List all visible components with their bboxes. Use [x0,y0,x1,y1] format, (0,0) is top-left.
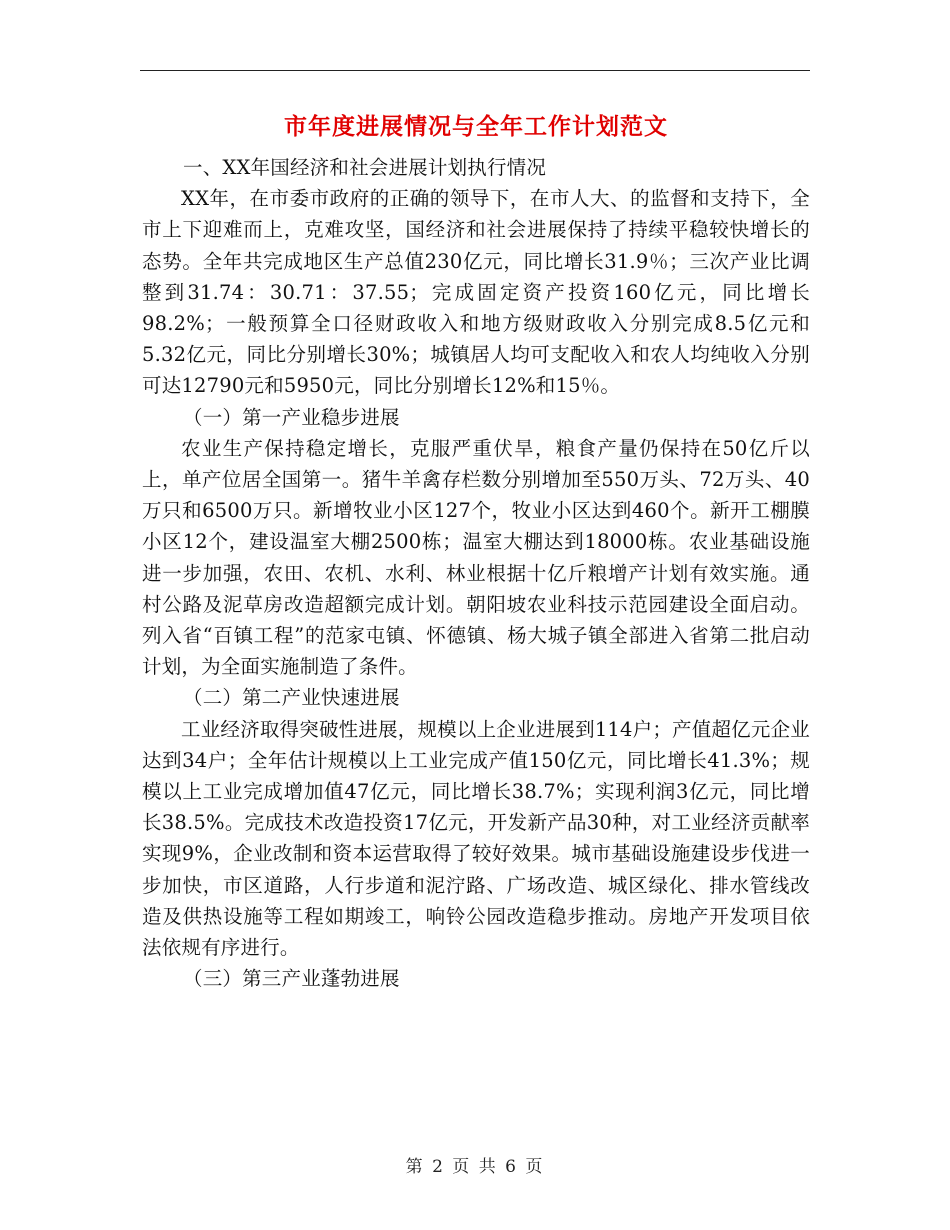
header-rule [140,70,810,71]
paragraph-overview: XX年，在市委市政府的正确的领导下，在市人大、的监督和支持下，全市上下迎难而上，克难攻坚，国经济和社会进展保持了持续平稳较快增长的态势。全年共完成地区生产总值230亿元，同比增长31.9％；三次产业比调整到31.74：30.71：37.55；完成固定资产投资160亿元，同比增长98.2%；一般预算全口径财政收入和地方级财政收入分别完成8.5亿元和5.32亿元，同比分别增长30%；城镇居人均可支配收入和农人均纯收入分别可达12790元和5950元，同比分别增长12%和15％。 [142,187,810,398]
document-body [142,106,810,994]
section-heading-primary-industry: （一）第一产业稳步进展 [183,405,400,429]
section-heading-tertiary-industry: （三）第三产业蓬勃进展 [183,967,400,991]
paragraph-secondary-industry: 工业经济取得突破性进展，规模以上企业进展到114户；产值超亿元企业达到34户；全年估计规模以上工业完成产值150亿元，同比增长41.3%；规模以上工业完成增加值47亿元，同比增长38.7%；实现利润3亿元，同比增长38.5%。完成技术改造投资17亿元，开发新产品30种，对工业经济贡献率实现9%，企业改制和资本运营取得了较好效果。城市基础设施建设步伐进一步加快，市区道路，人行步道和泥泞路、广场改造、城区绿化、排水管线改造及供热设施等工程如期竣工，响铃公园改造稳步推动。房地产开发项目依法依规有序进行。 [142,717,810,960]
document-title: 市年度进展情况与全年工作计划范文 [284,113,668,140]
section-heading-secondary-industry: （二）第二产业快速进展 [183,686,400,710]
section-heading-overview: 一、XX年国经济和社会进展计划执行情况 [183,156,547,179]
paragraph-primary-industry: 农业生产保持稳定增长，克服严重伏旱，粮食产量仍保持在50亿斤以上，单产位居全国第一。猪牛羊禽存栏数分别增加至550万头、72万头、40万只和6500万只。新增牧业小区127个，牧业小区达到460个。新开工棚膜小区12个，建设温室大棚2500栋；温室大棚达到18000栋。农业基础设施进一步加强，农田、农机、水利、林业根据十亿斤粮增产计划有效实施。通村公路及泥草房改造超额完成计划。朝阳坡农业科技示范园建设全面启动。列入省“百镇工程”的范家屯镇、怀德镇、杨大城子镇全部进入省第二批启动计划，为全面实施制造了条件。 [142,436,810,679]
page-number: 第 2 页 共 6 页 [405,1157,545,1177]
